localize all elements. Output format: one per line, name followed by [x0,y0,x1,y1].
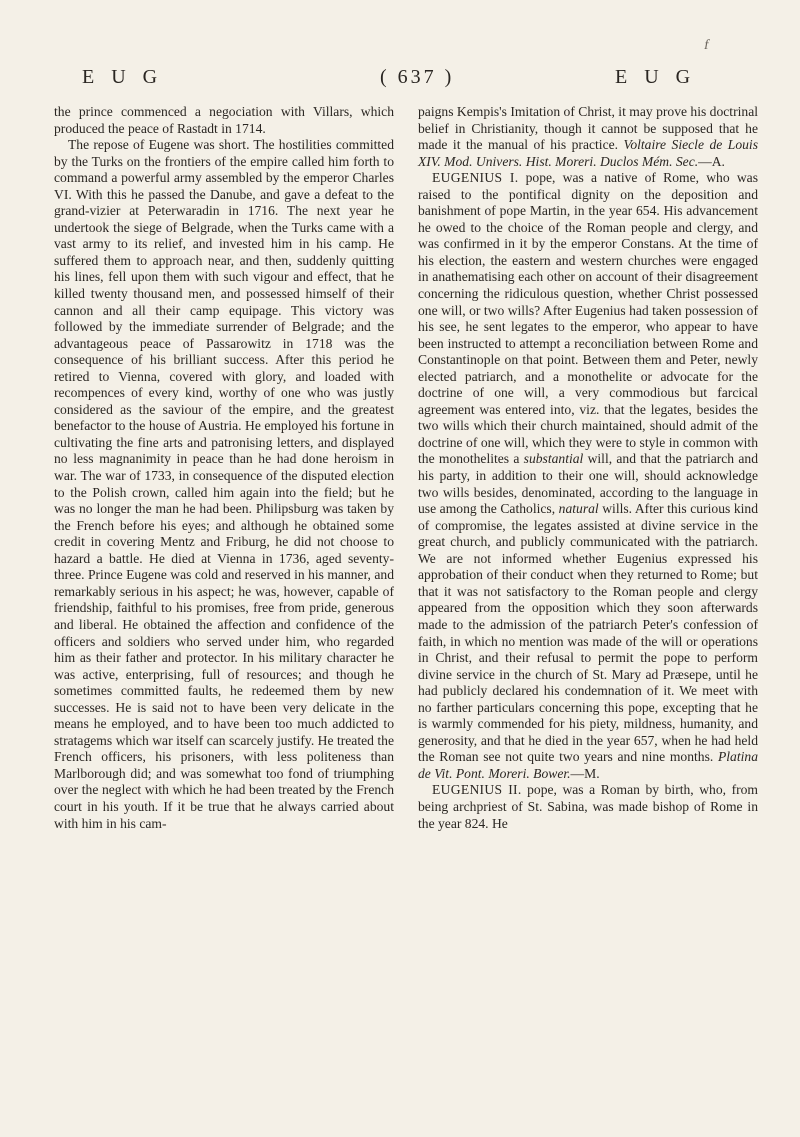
eugenius-i-text-part2: will, and that the patriarch and his party, in addition to their one will, should acknowledge two wills besides, denominated, according to the language in use among the Catholics, [418,451,758,517]
header-left-keyword: E U G [82,66,164,88]
eugene-conclusion-text: paigns Kempis's Imitation of Christ, it may prove his doctrinal belief in Christianity, though it cannot be supposed that he made it the manual of his practice. [418,104,758,153]
left-column [54,104,394,832]
eugene-paragraph-continued: the prince commenced a negociation with Villars, which produced the peace of Rastadt in 1714. [54,104,394,136]
eugenius-i-text-part3: wills. After this curious kind of compromise, the legates assisted at divine service in the great church, and publicly communicated with the patriarch. We are not informed whether Eugenius expressed his approbation of their conduct when they returned to Rome; but that it was not satisfactory to the Roman people and clergy appeared from the opposition which they soon afterwards made to the admission of the patriarch Peter's confession of faith, in which no mention was made of the will or operations in Christ, and their refusal to permit the pope to perform divine service in the church of St. Mary ad Præsepe, until he had publicly declared his condemnation of it. We meet with no farther particulars concerning this pope, excepting that he is warmly commended for his piety, mildness, humanity, and generosity, and that he died in the year 657, when he had held the Roman see not quite two years and nine months. [418,501,758,765]
running-header [40,66,760,96]
eugenius-ii-text: pope, was a Roman by birth, who, from being archpriest of St. Sabina, was made bishop of Rome in the year 824. He [418,782,758,831]
entry-heading-eugenius-ii: EUGENIUS II. [432,782,522,798]
eugenius-i-references: Platina de Vit. Pont. Moreri. Bower. [418,749,758,781]
eugenius-i-author-mark: —M. [570,765,600,781]
corner-mark: f [702,38,711,53]
right-column [418,104,758,832]
eugene-author-mark: —A. [698,153,725,169]
eugene-references: Voltaire Siecle de Louis XIV. Mod. Univers. Hist. Moreri. Duclos Mém. Sec. [418,137,758,169]
eugenius-i-emphasis-natural: natural [558,501,599,517]
eugenius-i-emphasis-substantial: substantial [523,451,584,467]
eugene-paragraph-later-life: The repose of Eugene was short. The hostilities committed by the Turks on the frontiers of the empire called him forth to command a powerful army assembled by the emperor Charles VI. With this he passed the Danube, and gave a defeat to the grand-vizier at Peterwaradin in 1716. The next year he undertook the siege of Belgrade, when the Turks came with a vast army to its relief, and invested him in his camp. He suffered them to approach near, and then, suddenly quitting his lines, fell upon them with such vigour and effect, that he killed twenty thousand men, and possessed himself of their cannon and all their camp equipage. This victory was followed by the immediate surrender of Belgrade; and the advantageous peace of Passarowitz in 1718 was the consequence of his brilliant success. After this period he retired to Vienna, covered with glory, and loaded with recompences of every kind, worthy of one who was justly considered as the saviour of the empire, and the greatest benefactor to the house of Austria. He employed his fortune in cultivating the fine arts and patronising letters, and displayed no less magnanimity in peace than he had done heroism in war. The war of 1733, in consequence of the disputed election to the Polish crown, called him again into the field; but he was no longer the man he had been. Philipsburg was taken by the French before his eyes; and although he obtained some credit in covering Mentz and Friburg, he did not choose to hazard a battle. He died at Vienna in 1736, aged seventy-three. Prince Eugene was cold and reserved in his manner, and remarkably serious in his aspect; he was, however, capable of friendship, faithful to his promises, free from pride, generous and liberal. He obtained the affection and confidence of the officers and soldiers who served under him, who regarded him as their father and protector. In his military character he was active, enterprising, full of resources; and though he sometimes committed faults, he redeemed them by new successes. He is said not to have been very delicate in the means he employed, and to have been too much addicted to stratagems which war itself can scarcely justify. He treated the French officers, his prisoners, with less politeness than Marlborough did; and was somewhat too fond of triumphing over the neglect with which he had been treated by the French court in his youth. If it be true that he always carried about with him in his cam- [54,137,394,831]
header-right-keyword: E U G [615,66,697,88]
entry-eugenius-i [418,170,758,782]
page-number: ( 637 ) [380,66,455,88]
entry-eugenius-ii [418,782,758,832]
eugene-paragraph-conclusion [418,104,758,170]
entry-heading-eugenius-i: EUGENIUS I. [432,170,519,186]
eugenius-i-text-part1: pope, was a native of Rome, who was raised to the pontifical dignity on the deposition and banishment of pope Martin, in the year 654. His advancement he owed to the choice of the Roman people and clergy, and was confirmed in it by the emperor Constans. At the time of his election, the eastern and western churches were engaged in anathematising each other on account of their disagreement concerning the ridiculous question, whether Christ possessed one will, or two wills? After Eugenius had taken possession of his see, he sent legates to the emperor, who appear to have been instructed to attempt a reconciliation between Rome and Constantinople on that point. Between them and Peter, newly elected patriarch, and a monothelite or advocate for the doctrine of one will, a very commodious but farcical agreement was entered into, viz. that the legates, besides the two wills which their church maintained, should admit of the doctrine of one will, which they were to style in common with the monothelites a [418,170,758,467]
